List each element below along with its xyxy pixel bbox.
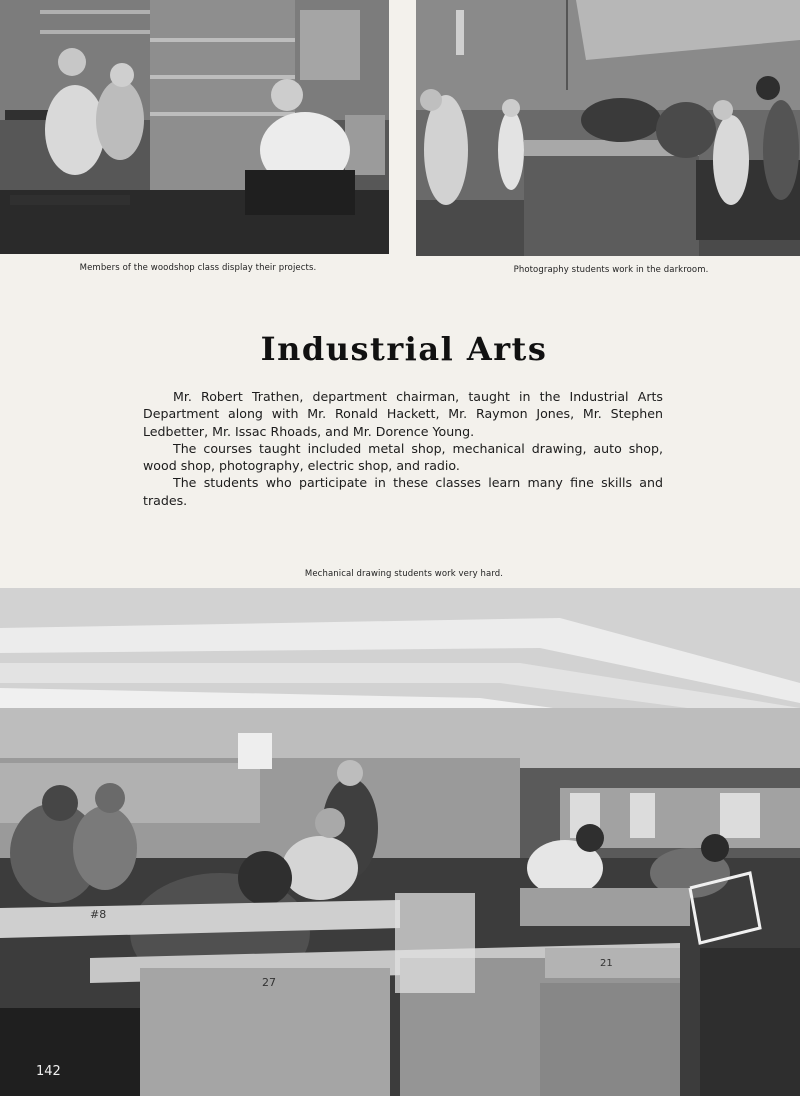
desk-number-label: 21 — [600, 958, 613, 969]
page-number: 142 — [36, 1064, 61, 1079]
desk-number-label: 27 — [262, 976, 276, 989]
woodshop-photo-scene — [0, 0, 389, 254]
darkroom-caption: Photography students work in the darkroom. — [513, 265, 709, 275]
page-title: Industrial Arts — [260, 330, 548, 368]
body-text — [143, 388, 663, 509]
body-paragraph: The courses taught included metal shop, mechanical drawing, auto shop, wood shop, photography, electric shop, and radio. — [143, 440, 663, 474]
body-paragraph: The students who participate in these classes learn many fine skills and trades. — [143, 475, 663, 508]
darkroom-photo — [416, 0, 800, 256]
woodshop-photo — [0, 0, 389, 254]
desk-number-label: #8 — [90, 908, 107, 921]
darkroom-photo-scene — [416, 0, 800, 256]
drafting-photo-scene — [0, 588, 800, 1096]
body-paragraph: Mr. Robert Trathen, department chairman, taught in the Industrial Arts Department along with Mr. Ronald Hackett, Mr. Raymon Jones, Mr. Stephen Ledbetter, Mr. Issac Rhoads, and Mr. Dorence Young. — [143, 389, 663, 439]
woodshop-caption: Members of the woodshop class display their projects. — [79, 263, 317, 273]
drafting-caption: Mechanical drawing students work very hard. — [304, 569, 504, 579]
drafting-classroom-photo — [0, 588, 800, 1096]
